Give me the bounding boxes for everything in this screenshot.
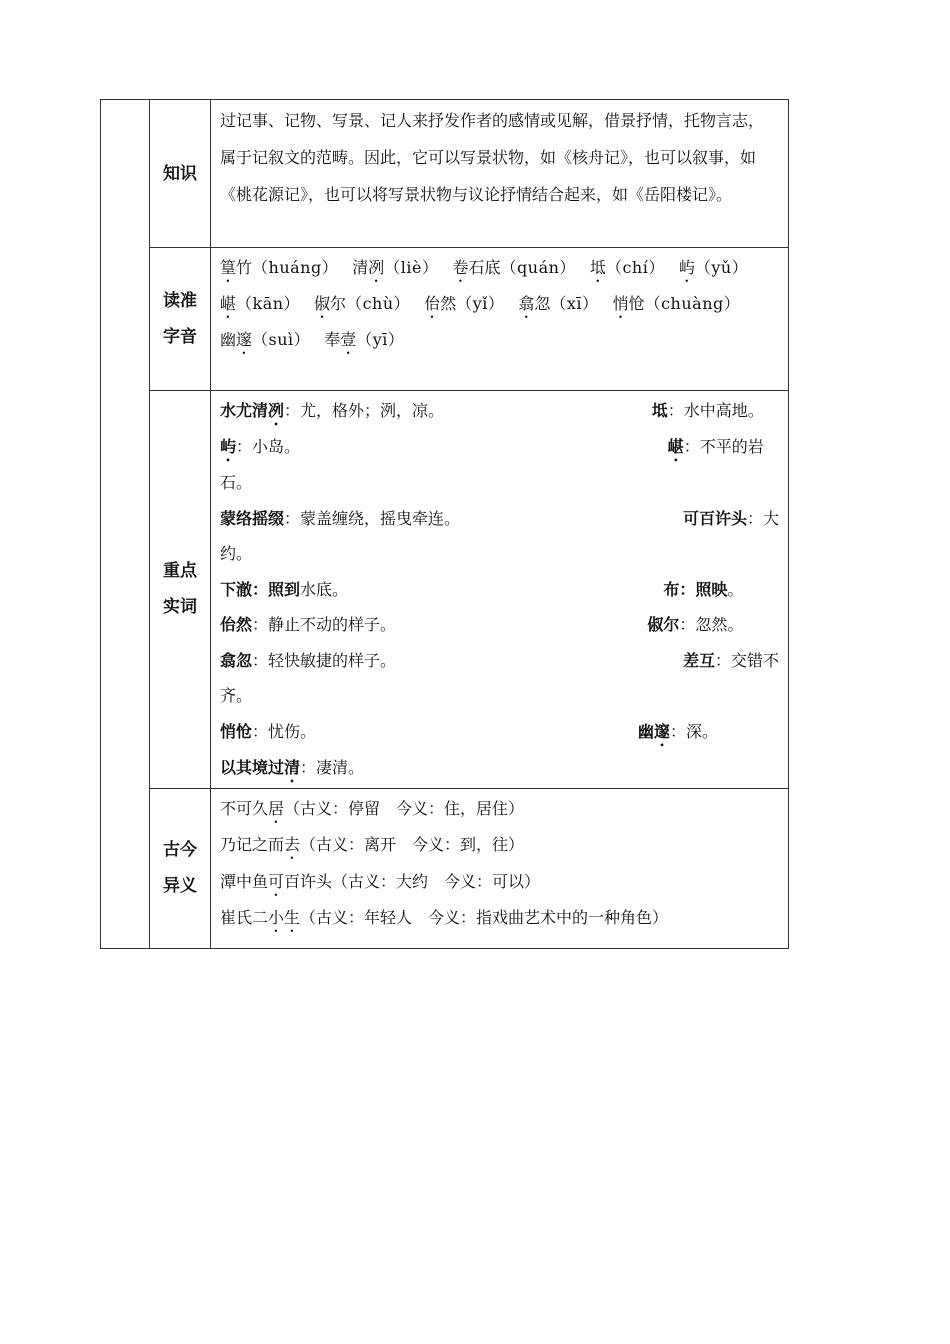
vocab-def: ：小岛。 — [236, 437, 301, 456]
vocab-term: 嵁 — [667, 437, 684, 456]
pronunciation-char-dotted: 壹 — [340, 330, 357, 349]
pronunciation-char: 幽 — [220, 330, 237, 349]
vocab-def: ：深。 — [669, 721, 718, 741]
knowledge-text: 过记事、记物、写景、记人来抒发作者的感情或见解，借景抒情，托物言志，属于记叙文的范畴。因此，它可以写景状物，如《核舟记》，也可以叙事，如《桃花源记》，也可以将写景状物与议论抒情结合起来，如《岳阳楼记》。 — [220, 111, 765, 204]
ancient-text: （古义：停留 今义：住，居住） — [284, 798, 525, 818]
pronunciation-char: 竹 — [236, 258, 253, 277]
ancient-text: （古义：离开 今义：到，往） — [300, 835, 525, 854]
pronunciation-item — [590, 250, 665, 286]
ancient-line-2 — [220, 827, 779, 864]
pronunciation-char: 忽 — [534, 294, 551, 313]
label-vocab-1: 重点 — [163, 561, 197, 582]
vocab-def: ：轻快敏捷的样子。 — [252, 650, 397, 670]
pronunciation-pinyin: （chuàng） — [644, 294, 741, 313]
ancient-line-1 — [220, 791, 779, 828]
ancient-text: 不可久 — [220, 798, 269, 818]
pronunciation-pinyin: （xī） — [550, 294, 599, 313]
label-pronunciation-1: 读准 — [163, 291, 197, 311]
vocab-line-10 — [220, 714, 779, 750]
content-table — [100, 99, 789, 949]
vocab-term: 可百许头 — [682, 508, 747, 528]
vocab-def: 。 — [727, 579, 744, 599]
ancient-cell — [211, 788, 789, 948]
row-ancient-modern — [101, 788, 789, 948]
pronunciation-item — [220, 322, 310, 358]
vocab-term: 翕忽 — [220, 650, 253, 670]
label-pronunciation-2: 字音 — [163, 327, 197, 347]
vocab-term: 以其境过 — [220, 757, 285, 777]
vocab-term: 幽 — [637, 721, 654, 741]
pronunciation-char-dotted: 冽 — [368, 258, 385, 277]
vocab-def: 水底。 — [300, 579, 349, 599]
label-vocab-2: 实词 — [163, 597, 197, 618]
vocab-def: ：水中高地。 — [667, 401, 764, 420]
label-knowledge-text: 知识 — [163, 163, 197, 184]
pronunciation-pinyin: （yǐ） — [456, 294, 505, 313]
label-ancient-2: 异义 — [163, 876, 197, 896]
vocab-line-6 — [220, 572, 779, 608]
label-knowledge — [150, 100, 211, 248]
vocab-def: ：蒙盖缠绕，摇曳牵连。 — [284, 508, 461, 528]
vocab-term: 屿 — [220, 437, 237, 456]
pronunciation-pinyin: （yī） — [356, 330, 405, 349]
pronunciation-pinyin: （quán） — [500, 258, 576, 277]
pronunciation-list — [220, 250, 779, 358]
vocab-term-dotted: 邃 — [653, 721, 670, 741]
pronunciation-char: 然 — [440, 294, 457, 313]
ancient-line-3 — [220, 864, 779, 901]
vocab-line-2 — [220, 429, 779, 465]
ancient-text: 崔氏二 — [220, 908, 269, 927]
pronunciation-item — [452, 250, 575, 286]
vocab-term-dotted: 清 — [284, 757, 301, 777]
pronunciation-item — [324, 322, 404, 358]
vocab-def: ：忧伤。 — [252, 721, 317, 741]
ancient-dotted: 居 — [268, 798, 285, 818]
vocab-line-3: 石。 — [220, 473, 253, 492]
pronunciation-item — [220, 286, 300, 322]
vocab-line-11 — [220, 750, 779, 786]
pronunciation-char-dotted: 屿 — [678, 258, 695, 277]
pronunciation-char-dotted: 俶 — [314, 294, 331, 313]
label-pronunciation — [150, 248, 211, 391]
vocab-term: 下澈 — [220, 579, 253, 599]
row-vocab — [101, 391, 789, 789]
pronunciation-char-dotted: 翕 — [518, 294, 535, 313]
ancient-line-4 — [220, 900, 779, 937]
label-vocab — [150, 391, 211, 789]
ancient-text: 乃记之而 — [220, 835, 285, 854]
label-ancient-1: 古今 — [163, 840, 197, 860]
pronunciation-pinyin: （yǔ） — [694, 258, 749, 277]
vocab-line-7 — [220, 607, 779, 643]
pronunciation-char-dotted: 篁 — [220, 258, 237, 277]
ancient-dotted: 去 — [284, 835, 301, 854]
vocab-def: ：不平的岩 — [683, 437, 764, 456]
pronunciation-char-dotted: 坻 — [589, 258, 606, 277]
vocab-term: 布 — [663, 579, 680, 599]
vocab-line-5: 约。 — [220, 544, 253, 563]
pronunciation-pinyin: （chù） — [346, 294, 411, 313]
vocab-line-9: 齐。 — [220, 686, 253, 705]
pronunciation-char: 清 — [352, 258, 369, 277]
pronunciation-item — [352, 250, 438, 286]
pronunciation-pinyin: （suì） — [252, 330, 311, 349]
vocab-line-8 — [220, 643, 779, 679]
vocab-cell — [211, 391, 789, 789]
vocab-term-dotted: 冽 — [268, 401, 285, 420]
pronunciation-char: 石底 — [468, 258, 501, 277]
vocab-term: 俶尔 — [647, 615, 680, 634]
pronunciation-cell — [211, 248, 789, 391]
pronunciation-pinyin: （liè） — [384, 258, 439, 277]
ancient-dotted: 小生 — [268, 908, 301, 927]
pronunciation-char-dotted: 佁 — [424, 294, 441, 313]
pronunciation-item — [613, 286, 741, 322]
vocab-def: ：凄清。 — [300, 757, 365, 777]
pronunciation-item — [220, 250, 338, 286]
pronunciation-pinyin: （kān） — [236, 294, 301, 313]
pronunciation-char: 怆 — [628, 294, 645, 313]
pronunciation-item — [518, 286, 598, 322]
pronunciation-char: 尔 — [330, 294, 347, 313]
row-pronunciation — [101, 248, 789, 391]
ancient-text: 百许头（古义：大约 今义：可以） — [284, 871, 541, 891]
vocab-def: ：交错不 — [714, 650, 779, 670]
vocab-term: 差互 — [682, 650, 715, 670]
ancient-dotted: 可 — [268, 871, 285, 891]
vocab-term: 蒙络摇缀 — [220, 508, 285, 528]
pronunciation-char-dotted: 邃 — [236, 330, 253, 349]
vocab-def: ：静止不动的样子。 — [252, 615, 397, 634]
pronunciation-char: 奉 — [324, 330, 341, 349]
pronunciation-pinyin: （chí） — [605, 258, 665, 277]
vocab-term: 佁然 — [220, 615, 253, 634]
pronunciation-char-dotted: 悄 — [612, 294, 629, 313]
pronunciation-char-dotted: 嵁 — [220, 294, 237, 313]
vocab-term: 悄怆 — [220, 721, 253, 741]
pronunciation-item — [679, 250, 748, 286]
vocab-def: ：尤，格外；洌，凉。 — [284, 401, 445, 420]
row-knowledge — [101, 100, 789, 248]
vocab-def: ：大 — [746, 508, 779, 528]
pronunciation-item — [424, 286, 504, 322]
blank-column — [101, 100, 150, 949]
pronunciation-pinyin: （huáng） — [252, 258, 339, 277]
vocab-def-bold: ：照映 — [679, 579, 728, 599]
vocab-term: 水尤清 — [220, 401, 269, 420]
knowledge-cell — [211, 100, 789, 248]
label-ancient-modern — [150, 788, 211, 948]
vocab-def-bold: ：照到 — [252, 579, 301, 599]
ancient-text: 潭中鱼 — [220, 871, 269, 891]
ancient-text: （古义：年轻人 今义：指戏曲艺术中的一种角色） — [300, 908, 669, 927]
vocab-line-4 — [220, 501, 779, 537]
vocab-def: ：忽然。 — [679, 615, 744, 634]
pronunciation-char-dotted: 卷 — [452, 258, 469, 277]
vocab-line-1 — [220, 393, 779, 429]
pronunciation-item — [314, 286, 410, 322]
vocab-term: 坻 — [651, 401, 668, 420]
